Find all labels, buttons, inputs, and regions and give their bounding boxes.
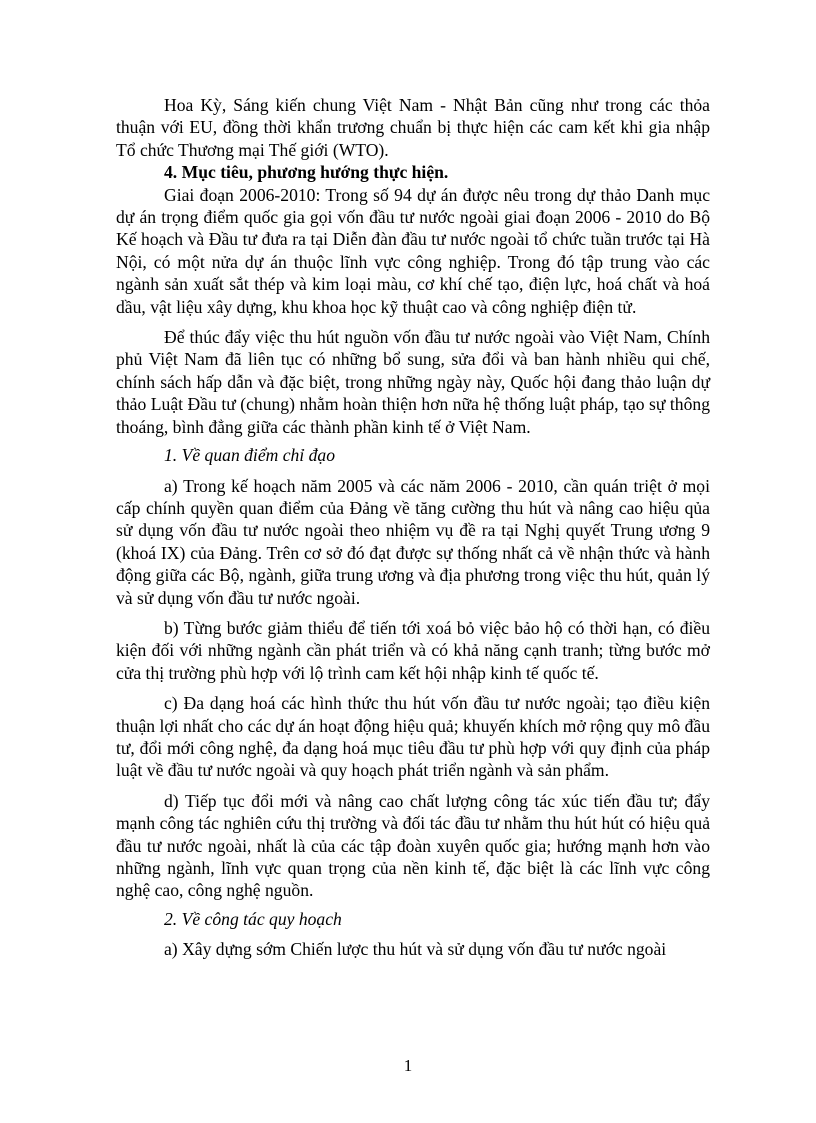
- paragraph-guideline-c: c) Đa dạng hoá các hình thức thu hút vốn đầu tư nước ngoài; tạo điều kiện thuận lợi nhất cho các dự án hoạt động hiệu quả; khuyến khích mở rộng quy mô đầu tư, đổi mới công nghệ, đa dạng hoá mục tiêu đầu tư phù hợp với quy định của pháp luật về đầu tư nước ngoài và quy hoạch phát triển ngành và sản phẩm.: [116, 693, 710, 781]
- paragraph-phase-2006-2010: Giai đoạn 2006-2010: Trong số 94 dự án được nêu trong dự thảo Danh mục dự án trọng điểm quốc gia gọi vốn đầu tư nước ngoài giai đoạn 2006 - 2010 do Bộ Kế hoạch và Đầu tư đưa ra tại Diễn đàn đầu tư nước ngoài tổ chức tuần trước tại Hà Nội, có một nửa dự án thuộc lĩnh vực công nghiệp. Trong đó tập trung vào các ngành sản xuất sắt thép và kim loại màu, cơ khí chế tạo, điện lực, hoá chất và hoá dầu, vật liệu xây dựng, khu khoa học kỹ thuật cao và công nghiệp điện tử.: [116, 184, 710, 317]
- subsection-2-heading: 2. Về công tác quy hoạch: [164, 908, 342, 929]
- section-4-heading: 4. Mục tiêu, phương hướng thực hiện.: [164, 162, 449, 183]
- document-body: [116, 94, 710, 961]
- paragraph-guideline-d: d) Tiếp tục đổi mới và nâng cao chất lượng công tác xúc tiến đầu tư; đẩy mạnh công tác nghiên cứu thị trường và đối tác đầu tư nhằm thu hút hút có hiệu quả đầu tư nước ngoài, nhất là của các tập đoàn xuyên quốc gia; hướng mạnh hơn vào những ngành, lĩnh vực quan trọng của nền kinh tế, đặc biệt là các lĩnh vực công nghệ cao, công nghệ nguồn.: [116, 790, 710, 901]
- page-number: 1: [403, 1056, 413, 1075]
- paragraph-intro: Hoa Kỳ, Sáng kiến chung Việt Nam - Nhật Bản cũng như trong các thỏa thuận với EU, đồng thời khẩn trương chuẩn bị thực hiện các cam kết khi gia nhập Tổ chức Thương mại Thế giới (WTO).: [116, 95, 710, 160]
- subsection-1-heading: 1. Về quan điểm chỉ đạo: [164, 445, 336, 466]
- paragraph-planning-a: a) Xây dựng sớm Chiến lược thu hút và sử dụng vốn đầu tư nước ngoài: [164, 939, 667, 960]
- paragraph-guideline-b: b) Từng bước giảm thiểu để tiến tới xoá bỏ việc bảo hộ có thời hạn, có điều kiện đối với những ngành cần phát triển và có khả năng cạnh tranh; từng bước mở cửa thị trường phù hợp với lộ trình cam kết hội nhập kinh tế quốc tế.: [116, 617, 710, 683]
- paragraph-investment-promotion: Để thúc đẩy việc thu hút nguồn vốn đầu tư nước ngoài vào Việt Nam, Chính phủ Việt Nam đã liên tục có những bổ sung, sửa đổi và ban hành nhiều qui chế, chính sách hấp dẫn và đặc biệt, trong những ngày này, Quốc hội đang thảo luận dự thảo Luật Đầu tư (chung) nhằm hoàn thiện hơn nữa hệ thống luật pháp, tạo sự thông thoáng, bình đẳng giữa các thành phần kinh tế ở Việt Nam.: [116, 327, 710, 437]
- paragraph-guideline-a: a) Trong kế hoạch năm 2005 và các năm 2006 - 2010, cần quán triệt ở mọi cấp chính quyền quan điểm của Đảng về tăng cường thu hút và nâng cao hiệu qủa sử dụng vốn đầu tư nước ngoài theo nhiệm vụ đề ra tại Nghị quyết Trung ương 9 (khoá IX) của Đảng. Trên cơ sở đó đạt được sự thống nhất cả về nhận thức và hành động giữa các Bộ, ngành, giữa trung ương và địa phương trong việc thu hút, quản lý và sử dụng vốn đầu tư nước ngoài.: [116, 475, 710, 608]
